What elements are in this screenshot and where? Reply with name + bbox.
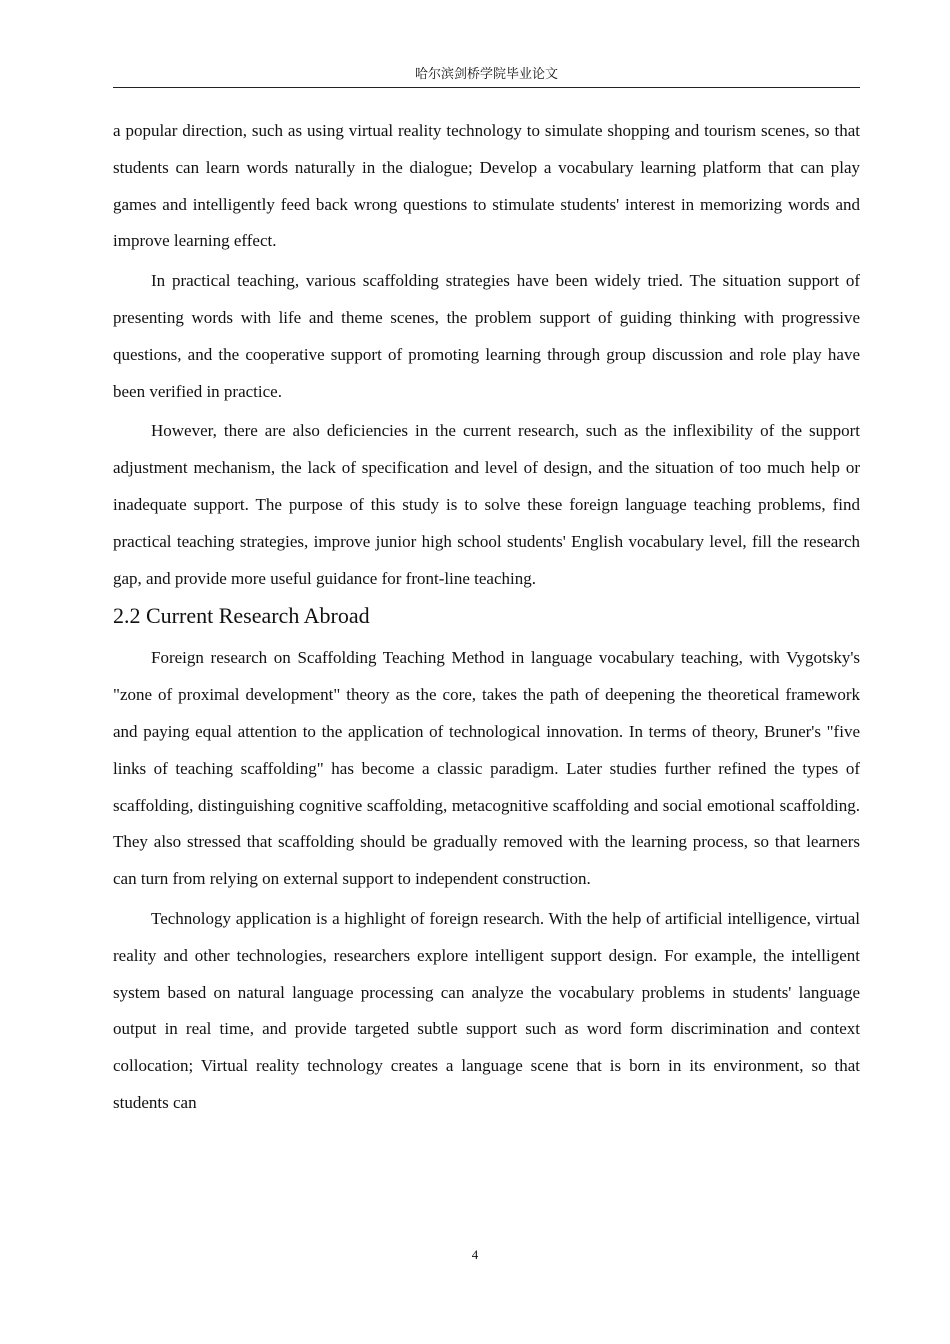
paragraph: In practical teaching, various scaffolding strategies have been widely tried. The situation support of presenting words with life and theme scenes, the problem support of guiding thinking with progressive questions, and the cooperative support of promoting learning through group discussion and role play have been verified in practice. [113,271,860,401]
running-header: 哈尔滨剑桥学院毕业论文 [113,66,860,88]
body-text [113,113,860,1122]
page-number: 4 [471,1247,479,1262]
section-heading: 2.2 Current Research Abroad [113,603,370,629]
paragraph: Foreign research on Scaffolding Teaching Method in language vocabulary teaching, with Vygotsky's "zone of proximal development" theory as the core, takes the path of deepening the theoretical framework and paying equal attention to the application of technological innovation. In terms of theory, Bruner's "five links of teaching scaffolding" has become a classic paradigm. Later studies further refined the types of scaffolding, distinguishing cognitive scaffolding, metacognitive scaffolding and social emotional scaffolding. They also stressed that scaffolding should be gradually removed with the learning process, so that learners can turn from relying on external support to independent construction. [113,648,860,889]
paragraph: However, there are also deficiencies in the current research, such as the inflexibility of the support adjustment mechanism, the lack of specification and level of design, and the situation of too much help or inadequate support. The purpose of this study is to solve these foreign language teaching problems, find practical teaching strategies, improve junior high school students' English vocabulary level, fill the research gap, and provide more useful guidance for front-line teaching. [113,421,860,588]
paragraph: Technology application is a highlight of foreign research. With the help of artificial intelligence, virtual reality and other technologies, researchers explore intelligent support design. For example, the intelligent system based on natural language processing can analyze the vocabulary problems in students' language output in real time, and provide targeted subtle support such as word form discrimination and context collocation; Virtual reality technology creates a language scene that is born in its environment, so that students can [113,908,860,1112]
paragraph-continued: a popular direction, such as using virtual reality technology to simulate shopping and tourism scenes, so that students can learn words naturally in the dialogue; Develop a vocabulary learning platform that can play games and intelligently feed back wrong questions to stimulate students' interest in memorizing words and improve learning effect. [113,121,860,251]
